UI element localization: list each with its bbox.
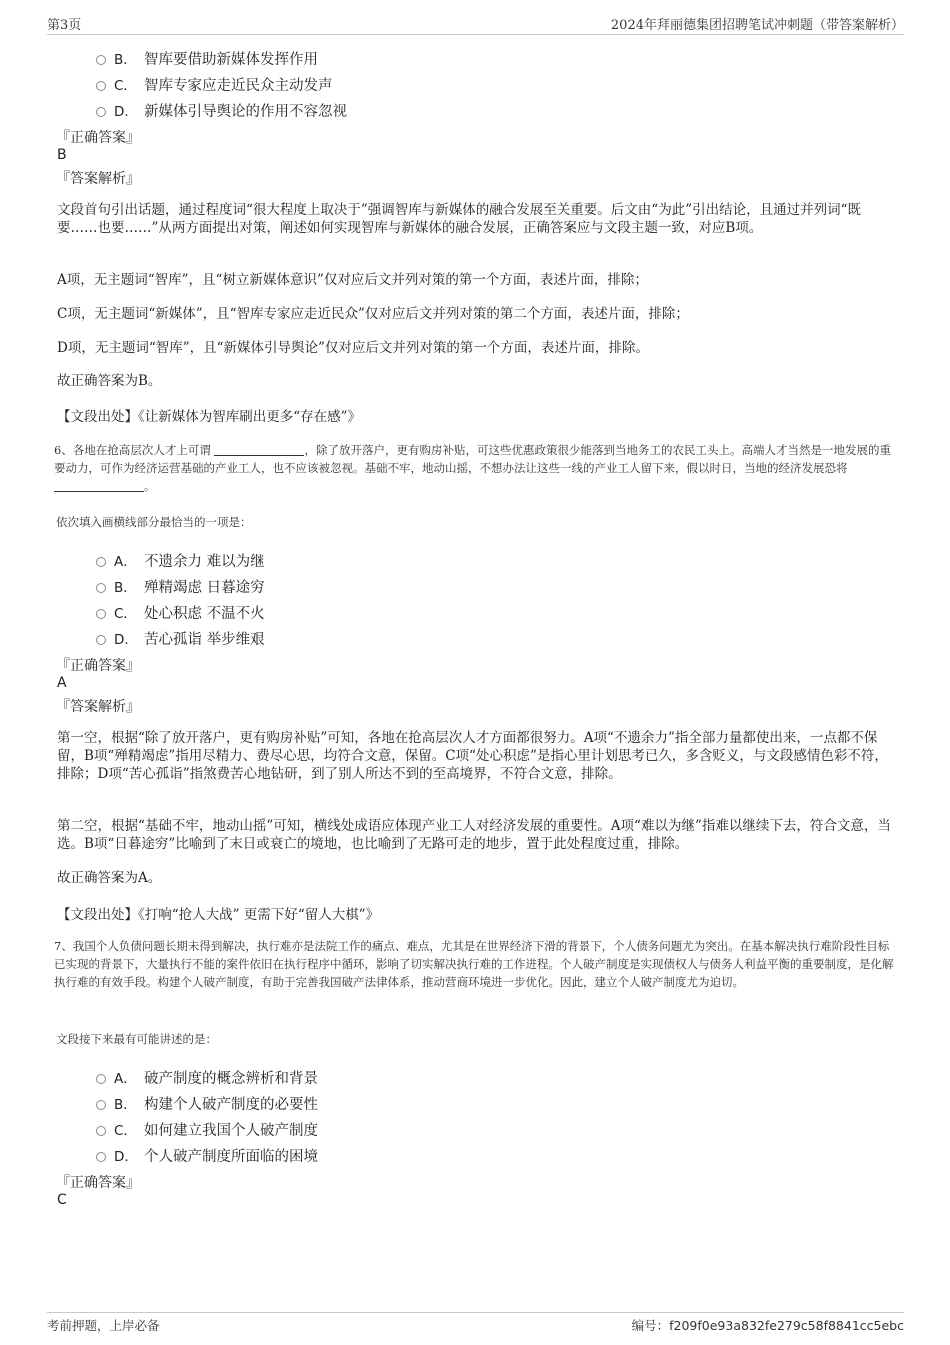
footer-slogan: 考前押题，上岸必备: [47, 1318, 160, 1333]
q6-option-a[interactable]: A． 不遗余力 难以为继: [96, 550, 265, 571]
document-serial: 编号：f209f0e93a832fe279c58f8841cc5ebc: [631, 1318, 904, 1333]
q6-option-b[interactable]: B． 殚精竭虑 日暮途穷: [96, 576, 265, 597]
q5-source: 【文段出处】《让新媒体为智库刷出更多“存在感”》: [57, 409, 362, 425]
document-title: 2024年拜丽德集团招聘笔试冲刺题（带答案解析）: [610, 18, 904, 33]
q7-answer: C: [57, 1192, 67, 1208]
radio-icon[interactable]: [96, 81, 106, 91]
q7-prompt: 文段接下来最有可能讲述的是：: [56, 1032, 217, 1046]
page-header: [47, 14, 904, 35]
q7-option-b[interactable]: B． 构建个人破产制度的必要性: [96, 1093, 318, 1114]
radio-icon[interactable]: [96, 583, 106, 593]
radio-icon[interactable]: [96, 1126, 106, 1136]
q5-analysis-main: 文段首句引出话题，通过程度词“很大程度上取决于”强调智库与新媒体的融合发展至关重要。后文由“为此”引出结论，且通过并列词“既要……也要……”从两方面提出对策，阐述如何实现智库与新媒体的融合发展，正确答案应与文段主题一致，对应B项。: [57, 202, 862, 236]
radio-icon[interactable]: [96, 635, 106, 645]
q5-analysis-c: C项，无主题词“新媒体”，且“智库专家应走近民众”仅对应后文并列对策的第二个方面，表述片面，排除；: [57, 306, 689, 322]
q6-answer: A: [57, 675, 67, 691]
q6-stem: 6、各地在抢高层次人才上可谓 ，除了放开落户，更有购房补贴，可这些优惠政策很少能落到当地务工的农民工头上。高端人才当然是一地发展的重要动力，可作为经济运营基础的产业工人，也不应该被忽视。基础不牢，地动山摇，不想办法让这些一线的产业工人留下来，假以时日，当地的经济发展恐将 。: [54, 443, 891, 493]
correct-answer-label: 『正确答案』: [56, 658, 140, 674]
fill-blank: [54, 479, 144, 492]
q7-stem: 7、我国个人负债问题长期未得到解决，执行难亦是法院工作的痛点、难点，尤其是在世界经济下滑的背景下，个人债务问题尤为突出。在基本解决执行难阶段性目标已实现的背景下，大量执行不能的案件依旧在执行程序中循环，影响了切实解决执行难的工作进程。个人破产制度是实现债权人与债务人利益平衡的重要制度，是化解执行难的有效手段。构建个人破产制度，有助于完善我国破产法律体系，推动营商环境进一步优化。因此，建立个人破产制度尤为迫切。: [54, 939, 894, 989]
q6-option-c[interactable]: C． 处心积虑 不温不火: [96, 602, 265, 623]
analysis-label: 『答案解析』: [56, 171, 140, 187]
radio-icon[interactable]: [96, 557, 106, 567]
radio-icon[interactable]: [96, 1152, 106, 1162]
correct-answer-label: 『正确答案』: [56, 1175, 140, 1191]
q6-analysis-first: 第一空，根据“除了放开落户，更有购房补贴”可知，各地在抢高层次人才方面都很努力。A项“不遗余力”指全部力量都使出来，一点都不保留，B项“殚精竭虑”指用尽精力、费尽心思，均符合文意，保留。C项“处心积虑”是指心里计划思考已久，多含贬义，与文段感情色彩不符，排除；D项“苦心孤诣”指煞费苦心地钻研，到了别人所达不到的至高境界，不符合文意，排除。: [57, 730, 888, 782]
q5-analysis-a: A项，无主题词“智库”，且“树立新媒体意识”仅对应后文并列对策的第一个方面，表述片面，排除；: [57, 272, 648, 288]
q6-source: 【文段出处】《打响“抢人大战” 更需下好“留人大棋”》: [57, 907, 380, 923]
q7-option-a[interactable]: A． 破产制度的概念辨析和背景: [96, 1067, 318, 1088]
q6-analysis-second: 第二空，根据“基础不牢，地动山摇”可知，横线处成语应体现产业工人对经济发展的重要性。A项“难以为继”指难以继续下去，符合文意，当选。B项“日暮途穷”比喻到了末日或衰亡的境地，也比喻到了无路可走的地步，置于此处程度过重，排除。: [57, 818, 891, 852]
q5-option-b[interactable]: B． 智库要借助新媒体发挥作用: [96, 48, 318, 69]
radio-icon[interactable]: [96, 107, 106, 117]
radio-icon[interactable]: [96, 609, 106, 619]
q6-conclusion: 故正确答案为A。: [57, 870, 162, 886]
radio-icon[interactable]: [96, 1074, 106, 1084]
q6-option-d[interactable]: D． 苦心孤诣 举步维艰: [96, 628, 265, 649]
radio-icon[interactable]: [96, 55, 106, 65]
q6-prompt: 依次填入画横线部分最恰当的一项是：: [56, 515, 252, 529]
fill-blank: [214, 443, 304, 456]
analysis-label: 『答案解析』: [56, 699, 140, 715]
q7-option-d[interactable]: D． 个人破产制度所面临的困境: [96, 1145, 318, 1166]
q5-conclusion: 故正确答案为B。: [57, 373, 162, 389]
q5-option-c[interactable]: C． 智库专家应走近民众主动发声: [96, 74, 333, 95]
correct-answer-label: 『正确答案』: [56, 130, 140, 146]
q5-answer: B: [57, 147, 67, 163]
q5-analysis-d: D项，无主题词“智库”，且“新媒体引导舆论”仅对应后文并列对策的第一个方面，表述片面，排除。: [57, 340, 649, 356]
page-footer: [47, 1312, 904, 1335]
page-number: 第3页: [47, 18, 82, 33]
q5-option-d[interactable]: D． 新媒体引导舆论的作用不容忽视: [96, 100, 347, 121]
radio-icon[interactable]: [96, 1100, 106, 1110]
q7-option-c[interactable]: C． 如何建立我国个人破产制度: [96, 1119, 318, 1140]
